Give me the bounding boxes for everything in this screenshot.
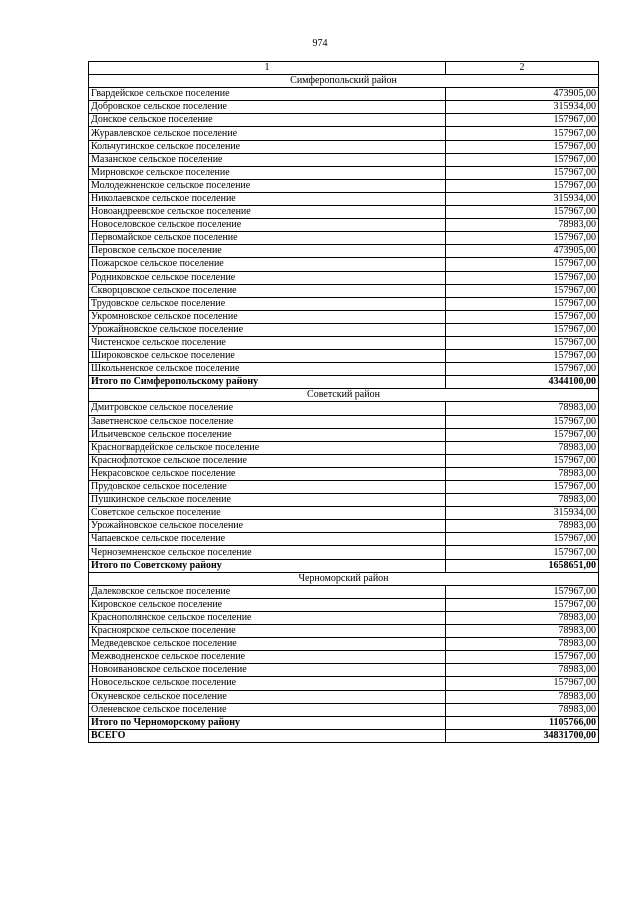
- table-row: [89, 651, 599, 664]
- settlement-amount: 157967,00: [446, 454, 599, 467]
- table-row: [89, 546, 599, 559]
- settlement-name: Мирновское сельское поселение: [89, 166, 446, 179]
- settlement-amount: 78983,00: [446, 690, 599, 703]
- table-row: [89, 166, 599, 179]
- settlement-name: Перовское сельское поселение: [89, 245, 446, 258]
- settlement-name: Урожайновское сельское поселение: [89, 323, 446, 336]
- settlement-name: Медведевское сельское поселение: [89, 638, 446, 651]
- district-total-amount: 1658651,00: [446, 559, 599, 572]
- table-row: [89, 585, 599, 598]
- settlement-amount: 78983,00: [446, 441, 599, 454]
- table-row: [89, 271, 599, 284]
- settlement-amount: 157967,00: [446, 232, 599, 245]
- settlement-amount: 157967,00: [446, 323, 599, 336]
- column-header-1: 1: [89, 62, 446, 75]
- table-row: [89, 88, 599, 101]
- district-total-amount: 4344100,00: [446, 376, 599, 389]
- settlement-amount: 315934,00: [446, 101, 599, 114]
- table-row: [89, 611, 599, 624]
- settlement-name: Трудовское сельское поселение: [89, 297, 446, 310]
- settlement-amount: 157967,00: [446, 206, 599, 219]
- settlement-amount: 473905,00: [446, 88, 599, 101]
- table-row: [89, 245, 599, 258]
- settlement-amount: 157967,00: [446, 297, 599, 310]
- allocation-table-body: [89, 62, 599, 743]
- table-row: [89, 232, 599, 245]
- table-row: [89, 153, 599, 166]
- settlement-name: Кировское сельское поселение: [89, 598, 446, 611]
- settlement-amount: 157967,00: [446, 415, 599, 428]
- district-total-row: [89, 376, 599, 389]
- table-row: [89, 481, 599, 494]
- table-row: [89, 127, 599, 140]
- settlement-amount: 315934,00: [446, 192, 599, 205]
- settlement-name: Краснофлотское сельское поселение: [89, 454, 446, 467]
- grand-total-row: [89, 729, 599, 742]
- table-row: [89, 598, 599, 611]
- column-header-2: 2: [446, 62, 599, 75]
- table-row: [89, 192, 599, 205]
- settlement-amount: 157967,00: [446, 350, 599, 363]
- settlement-name: Донское сельское поселение: [89, 114, 446, 127]
- settlement-name: Новоандреевское сельское поселение: [89, 206, 446, 219]
- settlement-amount: 157967,00: [446, 114, 599, 127]
- grand-total-label: ВСЕГО: [89, 729, 446, 742]
- district-total-row: [89, 716, 599, 729]
- settlement-amount: 78983,00: [446, 664, 599, 677]
- settlement-name: Окуневское сельское поселение: [89, 690, 446, 703]
- table-row: [89, 677, 599, 690]
- district-title: Черноморский район: [89, 572, 599, 585]
- table-row: [89, 638, 599, 651]
- settlement-amount: 78983,00: [446, 494, 599, 507]
- district-header-row: [89, 389, 599, 402]
- table-row: [89, 219, 599, 232]
- table-row: [89, 258, 599, 271]
- settlement-name: Николаевское сельское поселение: [89, 192, 446, 205]
- settlement-amount: 315934,00: [446, 507, 599, 520]
- settlement-name: Пожарское сельское поселение: [89, 258, 446, 271]
- settlement-name: Кольчугинское сельское поселение: [89, 140, 446, 153]
- settlement-amount: 157967,00: [446, 140, 599, 153]
- table-row: [89, 415, 599, 428]
- district-total-label: Итого по Советскому району: [89, 559, 446, 572]
- settlement-amount: 157967,00: [446, 428, 599, 441]
- settlement-name: Черноземненское сельское поселение: [89, 546, 446, 559]
- settlement-name: Мазанское сельское поселение: [89, 153, 446, 166]
- table-row: [89, 310, 599, 323]
- settlement-amount: 157967,00: [446, 310, 599, 323]
- district-header-row: [89, 75, 599, 88]
- settlement-amount: 157967,00: [446, 481, 599, 494]
- settlement-name: Урожайновское сельское поселение: [89, 520, 446, 533]
- table-row: [89, 690, 599, 703]
- settlement-name: Межводненское сельское поселение: [89, 651, 446, 664]
- table-row: [89, 284, 599, 297]
- settlement-amount: 157967,00: [446, 179, 599, 192]
- settlement-amount: 157967,00: [446, 585, 599, 598]
- settlement-amount: 157967,00: [446, 271, 599, 284]
- settlement-amount: 157967,00: [446, 258, 599, 271]
- table-row: [89, 441, 599, 454]
- settlement-amount: 78983,00: [446, 520, 599, 533]
- settlement-name: Чапаевское сельское поселение: [89, 533, 446, 546]
- settlement-amount: 78983,00: [446, 611, 599, 624]
- settlement-amount: 157967,00: [446, 533, 599, 546]
- settlement-name: Широковское сельское поселение: [89, 350, 446, 363]
- table-row: [89, 140, 599, 153]
- settlement-name: Пушкинское сельское поселение: [89, 494, 446, 507]
- settlement-name: Школьненское сельское поселение: [89, 363, 446, 376]
- district-total-label: Итого по Симферопольскому району: [89, 376, 446, 389]
- district-total-row: [89, 559, 599, 572]
- settlement-name: Родниковское сельское поселение: [89, 271, 446, 284]
- settlement-name: Краснополянское сельское поселение: [89, 611, 446, 624]
- district-header-row: [89, 572, 599, 585]
- settlement-amount: 157967,00: [446, 153, 599, 166]
- settlement-name: Ильичевское сельское поселение: [89, 428, 446, 441]
- settlement-name: Первомайское сельское поселение: [89, 232, 446, 245]
- settlement-amount: 157967,00: [446, 127, 599, 140]
- table-row: [89, 520, 599, 533]
- settlement-amount: 157967,00: [446, 677, 599, 690]
- settlement-amount: 157967,00: [446, 546, 599, 559]
- settlement-name: Новоселовское сельское поселение: [89, 219, 446, 232]
- table-row: [89, 101, 599, 114]
- table-row: [89, 323, 599, 336]
- table-row: [89, 454, 599, 467]
- table-row: [89, 428, 599, 441]
- allocation-table: [88, 61, 599, 743]
- table-row: [89, 297, 599, 310]
- settlement-name: Чистенское сельское поселение: [89, 336, 446, 349]
- settlement-amount: 157967,00: [446, 336, 599, 349]
- table-row: [89, 533, 599, 546]
- settlement-name: Журавлевское сельское поселение: [89, 127, 446, 140]
- settlement-name: Красногвардейское сельское поселение: [89, 441, 446, 454]
- settlement-name: Добровское сельское поселение: [89, 101, 446, 114]
- settlement-name: Дмитровское сельское поселение: [89, 402, 446, 415]
- settlement-amount: 157967,00: [446, 166, 599, 179]
- settlement-amount: 78983,00: [446, 703, 599, 716]
- settlement-amount: 157967,00: [446, 284, 599, 297]
- settlement-name: Красноярское сельское поселение: [89, 625, 446, 638]
- table-row: [89, 350, 599, 363]
- table-row: [89, 664, 599, 677]
- table-row: [89, 402, 599, 415]
- table-row: [89, 494, 599, 507]
- settlement-name: Гвардейское сельское поселение: [89, 88, 446, 101]
- district-title: Советский район: [89, 389, 599, 402]
- settlement-name: Новоивановское сельское поселение: [89, 664, 446, 677]
- page-number: 974: [312, 38, 328, 49]
- settlement-name: Советское сельское поселение: [89, 507, 446, 520]
- settlement-name: Оленевское сельское поселение: [89, 703, 446, 716]
- settlement-amount: 78983,00: [446, 467, 599, 480]
- settlement-amount: 78983,00: [446, 402, 599, 415]
- table-row: [89, 507, 599, 520]
- settlement-name: Далековское сельское поселение: [89, 585, 446, 598]
- table-row: [89, 625, 599, 638]
- settlement-name: Некрасовское сельское поселение: [89, 467, 446, 480]
- settlement-amount: 78983,00: [446, 625, 599, 638]
- district-total-label: Итого по Черноморскому району: [89, 716, 446, 729]
- table-row: [89, 703, 599, 716]
- grand-total-amount: 34831700,00: [446, 729, 599, 742]
- settlement-name: Молодежненское сельское поселение: [89, 179, 446, 192]
- table-row: [89, 114, 599, 127]
- settlement-amount: 157967,00: [446, 651, 599, 664]
- settlement-name: Новосельское сельское поселение: [89, 677, 446, 690]
- district-total-amount: 1105766,00: [446, 716, 599, 729]
- settlement-name: Скворцовское сельское поселение: [89, 284, 446, 297]
- table-header-row: [89, 62, 599, 75]
- settlement-amount: 473905,00: [446, 245, 599, 258]
- settlement-amount: 157967,00: [446, 363, 599, 376]
- table-row: [89, 467, 599, 480]
- settlement-amount: 78983,00: [446, 638, 599, 651]
- table-row: [89, 206, 599, 219]
- table-row: [89, 179, 599, 192]
- table-row: [89, 336, 599, 349]
- settlement-amount: 157967,00: [446, 598, 599, 611]
- settlement-name: Укромновское сельское поселение: [89, 310, 446, 323]
- settlement-name: Заветненское сельское поселение: [89, 415, 446, 428]
- settlement-amount: 78983,00: [446, 219, 599, 232]
- district-title: Симферопольский район: [89, 75, 599, 88]
- settlement-name: Прудовское сельское поселение: [89, 481, 446, 494]
- table-row: [89, 363, 599, 376]
